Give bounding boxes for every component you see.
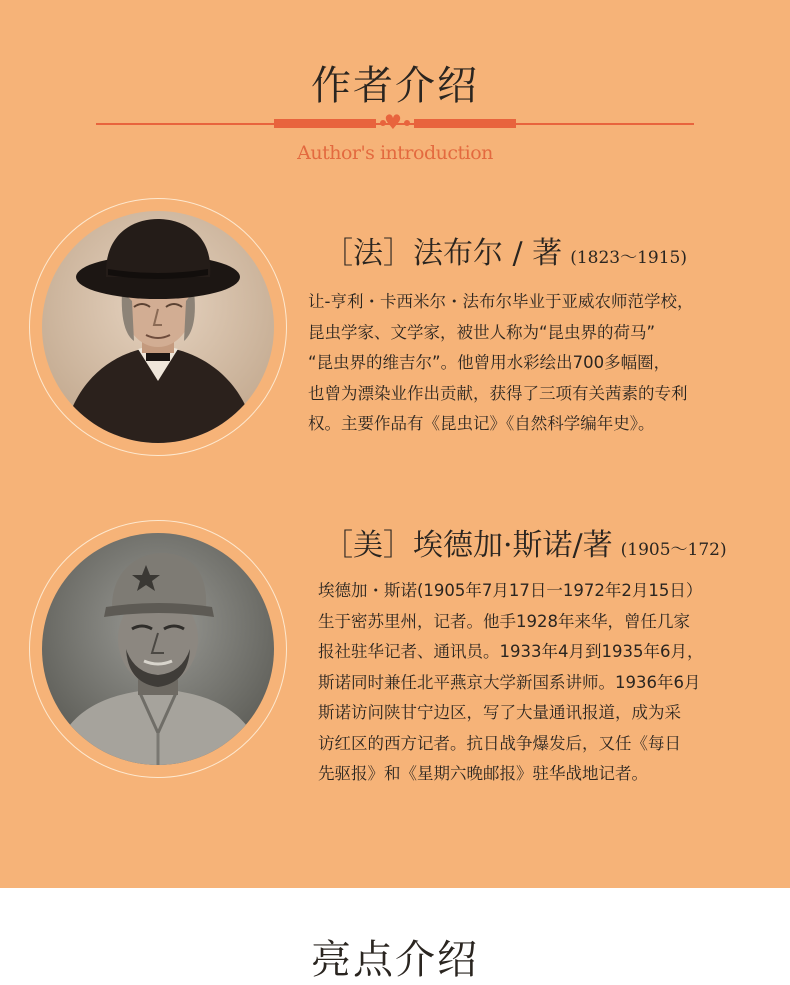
divider-dot-right: [404, 120, 410, 126]
bio-line: 报社驻华记者、通讯员。1933年4月到1935年6月，: [318, 642, 704, 661]
author-name-text: ［法］法布尔 / 著: [323, 236, 563, 271]
author-bio-fabre: [308, 287, 693, 440]
bio-line: 先驱报》和《星期六晚邮报》驻华战地记者。: [318, 764, 648, 783]
bio-line: 斯诺访问陕甘宁边区，写了大量通讯报道，成为采: [318, 703, 681, 722]
author-photo-snow: [42, 533, 274, 765]
author-name-snow: [323, 520, 727, 564]
bio-line: 让-亨利・卡西米尔・法布尔毕业于亚威农师范学校，: [308, 292, 694, 311]
author-years: (1823～1915): [570, 248, 687, 268]
bio-line: 权。主要作品有《昆虫记》《自然科学编年史》。: [308, 414, 655, 433]
bio-line: 埃德加・斯诺(1905年7月17日一1972年2月15日）: [318, 581, 703, 600]
divider-bar-left: [274, 119, 376, 128]
author-name-fabre: [323, 228, 687, 272]
author-photo-fabre: [42, 211, 274, 443]
section-subtitle: Author's introduction: [297, 142, 493, 164]
section-title: 作者介绍: [311, 63, 479, 109]
bio-line: 访红区的西方记者。抗日战争爆发后，又任《每日: [318, 733, 681, 753]
author-years: (1905～172): [620, 540, 727, 560]
bio-line: “昆虫界的维吉尔”。他曾用水彩绘出700多幅圈，: [308, 353, 671, 372]
fabre-portrait-image: [42, 211, 274, 443]
divider-bar-right: [414, 119, 516, 128]
snow-portrait-image: [42, 533, 274, 765]
bio-line: 生于密苏里州，记者。他手1928年来华，曾任几家: [318, 611, 690, 631]
author-name-text: ［美］埃德加·斯诺/著: [323, 528, 613, 563]
bio-line: 也曾为漂染业作出贡献，获得了三项有关茜素的专利: [308, 383, 688, 403]
bio-line: 昆虫学家、文学家，被世人称为“昆虫界的荷马”: [308, 322, 656, 342]
next-section-title: 亮点介绍: [311, 937, 479, 983]
bio-line: 斯诺同时兼任北平燕京大学新国系讲师。1936年6月: [318, 672, 701, 692]
author-bio-snow: [318, 576, 703, 790]
heart-icon: ♥: [384, 110, 402, 134]
